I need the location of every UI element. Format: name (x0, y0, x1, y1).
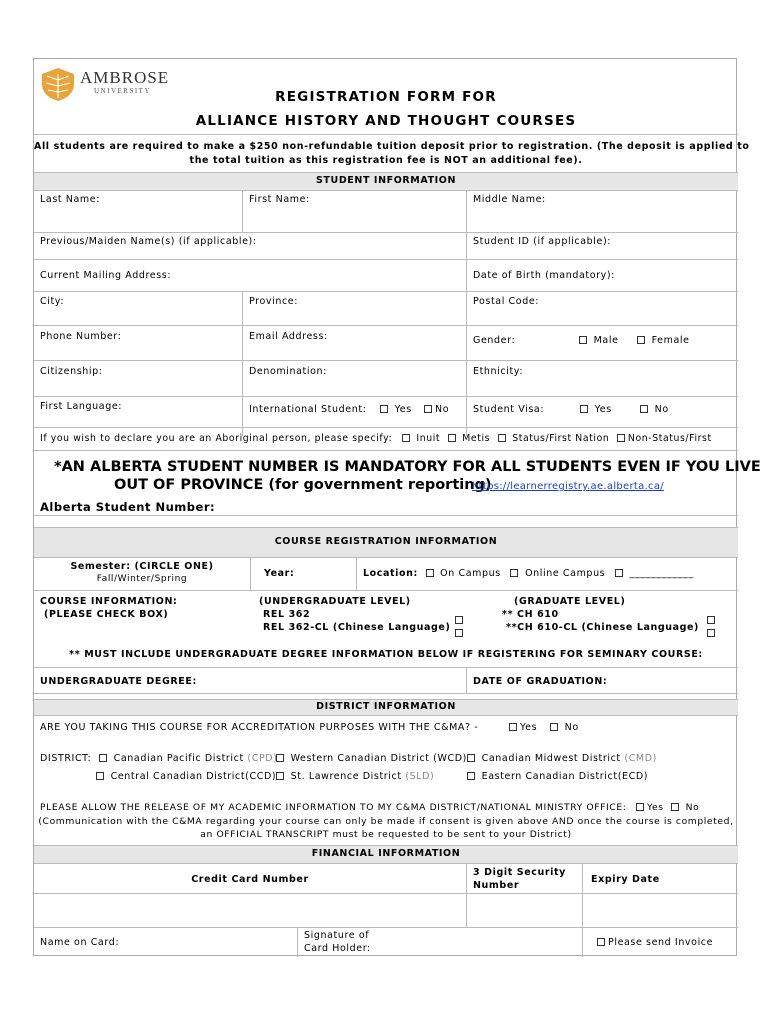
mailing-address-field[interactable]: Current Mailing Address: (40, 270, 172, 281)
first-language-field[interactable]: First Language: (40, 401, 123, 412)
international-student-label: International Student: (249, 404, 367, 415)
signature-label-1: Signature of (304, 930, 370, 941)
status-first-nation-option[interactable]: Status/First Nation (498, 433, 610, 444)
cmd-option[interactable]: Canadian Midwest District (CMD) (467, 753, 657, 764)
on-campus-option[interactable]: On Campus (426, 568, 501, 579)
release-no-option[interactable]: No (671, 802, 699, 813)
communication-note-line1: (Communication with the C&MA regarding your course can only be made if consent is given above AND once the course is completed, (38, 816, 734, 827)
expiry-date-input[interactable] (583, 894, 738, 926)
aboriginal-row: If you wish to declare you are an Aboriginal person, please specify: Inuit Metis Status/First Nation Non-Status/First (40, 433, 712, 444)
cpd-checkbox-icon[interactable] (99, 754, 107, 762)
visa-no-option[interactable]: No (640, 404, 669, 415)
communication-note-line2: an OFFICIAL TRANSCRIPT must be requested to be sent to your District) (200, 829, 572, 840)
district-info-header: DISTRICT INFORMATION (316, 701, 456, 712)
accreditation-no-checkbox-icon[interactable] (550, 723, 558, 731)
rel362cl-checkbox[interactable] (455, 623, 466, 642)
ecd-checkbox-icon[interactable] (467, 772, 475, 780)
non-status-checkbox-icon[interactable] (617, 434, 625, 442)
postal-code-field[interactable]: Postal Code: (473, 296, 540, 307)
ccd-checkbox-icon[interactable] (96, 772, 104, 780)
city-field[interactable]: City: (40, 296, 65, 307)
wcd-option[interactable]: Western Canadian District (WCD) (276, 753, 467, 764)
metis-checkbox-icon[interactable] (448, 434, 456, 442)
course-info-label-1: COURSE INFORMATION: (40, 596, 178, 607)
international-yes-checkbox-icon[interactable] (380, 405, 388, 413)
visa-no-checkbox-icon[interactable] (640, 405, 648, 413)
release-consent-row: PLEASE ALLOW THE RELEASE OF MY ACADEMIC INFORMATION TO MY C&MA DISTRICT/NATIONAL MINISTRY OFFICE: Yes No (40, 802, 700, 813)
visa-yes-checkbox-icon[interactable] (580, 405, 588, 413)
wcd-checkbox-icon[interactable] (276, 754, 284, 762)
middle-name-field[interactable]: Middle Name: (473, 194, 546, 205)
accreditation-yes-checkbox-icon[interactable] (509, 723, 517, 731)
student-visa-label: Student Visa: (473, 404, 545, 415)
year-field[interactable]: Year: (264, 568, 295, 579)
deposit-notice-line1: All students are required to make a $250 non-refundable tuition deposit prior to registration. (The deposit is applied to (34, 141, 750, 152)
form-title-line2: ALLIANCE HISTORY AND THOUGHT COURSES (195, 113, 577, 129)
course-registration-header: COURSE REGISTRATION INFORMATION (274, 536, 498, 547)
name-on-card-field[interactable]: Name on Card: (40, 937, 120, 948)
security-number-label-2: Number (473, 880, 520, 891)
inuit-checkbox-icon[interactable] (402, 434, 410, 442)
card-number-label: Credit Card Number (191, 874, 309, 885)
sld-option[interactable]: St. Lawrence District (SLD) (276, 771, 434, 782)
security-number-input[interactable] (467, 894, 582, 926)
online-campus-checkbox-icon[interactable] (510, 569, 518, 577)
dob-field[interactable]: Date of Birth (mandatory): (473, 270, 615, 281)
last-name-field[interactable]: Last Name: (40, 194, 101, 205)
send-invoice-checkbox-icon[interactable] (597, 938, 605, 946)
inuit-option[interactable]: Inuit (402, 433, 440, 444)
ecd-option[interactable]: Eastern Canadian District(ECD) (467, 771, 648, 782)
accreditation-no-option[interactable]: No (550, 722, 579, 733)
financial-info-header: FINANCIAL INFORMATION (311, 848, 461, 859)
cmd-checkbox-icon[interactable] (467, 754, 475, 762)
ch610cl-checkbox[interactable] (707, 623, 718, 642)
online-campus-option[interactable]: Online Campus (510, 568, 605, 579)
email-field[interactable]: Email Address: (249, 331, 328, 342)
ccd-option[interactable]: Central Canadian District(CCD) (96, 771, 276, 782)
semester-label: Semester: (CIRCLE ONE) (70, 561, 214, 572)
gender-male-option[interactable]: Male (579, 335, 619, 346)
logo-wordmark: AMBROSE (80, 68, 170, 87)
form-title-line1: REGISTRATION FORM FOR (275, 89, 497, 105)
non-status-option[interactable]: Non-Status/First (617, 433, 712, 444)
district-label: DISTRICT: (40, 753, 92, 764)
release-yes-checkbox-icon[interactable] (636, 803, 644, 811)
learner-registry-link[interactable]: https://learnerregistry.ae.alberta.ca/ (472, 481, 664, 492)
citizenship-field[interactable]: Citizenship: (40, 366, 103, 377)
undergrad-level-heading: (UNDERGRADUATE LEVEL) (259, 596, 411, 607)
international-yes-option[interactable]: Yes (380, 404, 412, 415)
rel362cl-checkbox-icon[interactable] (455, 629, 463, 637)
ethnicity-field[interactable]: Ethnicity: (473, 366, 524, 377)
ch610-label: ** CH 610 (502, 609, 559, 620)
location-row: Location: On Campus Online Campus ____________ (363, 568, 694, 579)
male-checkbox-icon[interactable] (579, 336, 587, 344)
seminary-notice: ** MUST INCLUDE UNDERGRADUATE DEGREE INFORMATION BELOW IF REGISTERING FOR SEMINARY COURSE: (69, 649, 703, 660)
expiry-date-label: Expiry Date (591, 874, 660, 885)
gender-label: Gender: (473, 335, 516, 346)
phone-field[interactable]: Phone Number: (40, 331, 122, 342)
grad-level-heading: (GRADUATE LEVEL) (514, 596, 626, 607)
international-no-option[interactable]: No (424, 404, 449, 415)
international-no-checkbox-icon[interactable] (424, 405, 432, 413)
visa-yes-option[interactable]: Yes (580, 404, 612, 415)
accreditation-question: ARE YOU TAKING THIS COURSE FOR ACCREDITATION PURPOSES WITH THE C&MA? - (40, 722, 479, 733)
denomination-field[interactable]: Denomination: (249, 366, 327, 377)
rel362cl-label: REL 362-CL (Chinese Language) (263, 622, 451, 633)
ch610cl-checkbox-icon[interactable] (707, 629, 715, 637)
release-no-checkbox-icon[interactable] (671, 803, 679, 811)
course-info-label-2: (PLEASE CHECK BOX) (44, 609, 169, 620)
registration-form (33, 58, 761, 956)
female-checkbox-icon[interactable] (637, 336, 645, 344)
security-number-label-1: 3 Digit Security (473, 867, 566, 878)
metis-option[interactable]: Metis (448, 433, 490, 444)
deposit-notice-line2: the total tuition as this registration fee is NOT an additional fee). (189, 155, 583, 166)
semester-options[interactable]: Fall/Winter/Spring (96, 574, 188, 584)
asn-mandatory-line2: OUT OF PROVINCE (for government reporting) (114, 477, 492, 493)
student-id-field[interactable]: Student ID (if applicable): (473, 236, 612, 247)
accreditation-yes-option[interactable]: Yes (509, 722, 537, 733)
signature-label-2: Card Holder: (304, 943, 371, 954)
sld-checkbox-icon[interactable] (276, 772, 284, 780)
graduation-date-field[interactable]: DATE OF GRADUATION: (473, 676, 608, 687)
first-name-field[interactable]: First Name: (249, 194, 310, 205)
logo-subtext: UNIVERSITY (94, 87, 151, 95)
previous-names-field[interactable]: Previous/Maiden Name(s) (if applicable): (40, 236, 257, 247)
ch610cl-label: **CH 610-CL (Chinese Language) (506, 622, 700, 633)
other-location-checkbox-icon[interactable] (615, 569, 623, 577)
asn-mandatory-line1: *AN ALBERTA STUDENT NUMBER IS MANDATORY FOR ALL STUDENTS EVEN IF YOU LIVE (54, 459, 761, 475)
rel362-label: REL 362 (263, 609, 311, 620)
student-info-header: STUDENT INFORMATION (315, 175, 457, 186)
province-field[interactable]: Province: (249, 296, 299, 307)
card-number-input[interactable] (34, 894, 466, 926)
gender-female-option[interactable]: Female (637, 335, 690, 346)
status-first-nation-checkbox-icon[interactable] (498, 434, 506, 442)
on-campus-checkbox-icon[interactable] (426, 569, 434, 577)
send-invoice-option[interactable]: Please send Invoice (597, 937, 713, 948)
cpd-option[interactable]: Canadian Pacific District (CPD) (99, 753, 278, 764)
other-location-option[interactable]: ____________ (615, 568, 694, 579)
release-yes-option[interactable]: Yes (636, 802, 664, 813)
undergrad-degree-field[interactable]: UNDERGRADUATE DEGREE: (40, 676, 197, 687)
alberta-student-number-field[interactable]: Alberta Student Number: (40, 500, 216, 514)
